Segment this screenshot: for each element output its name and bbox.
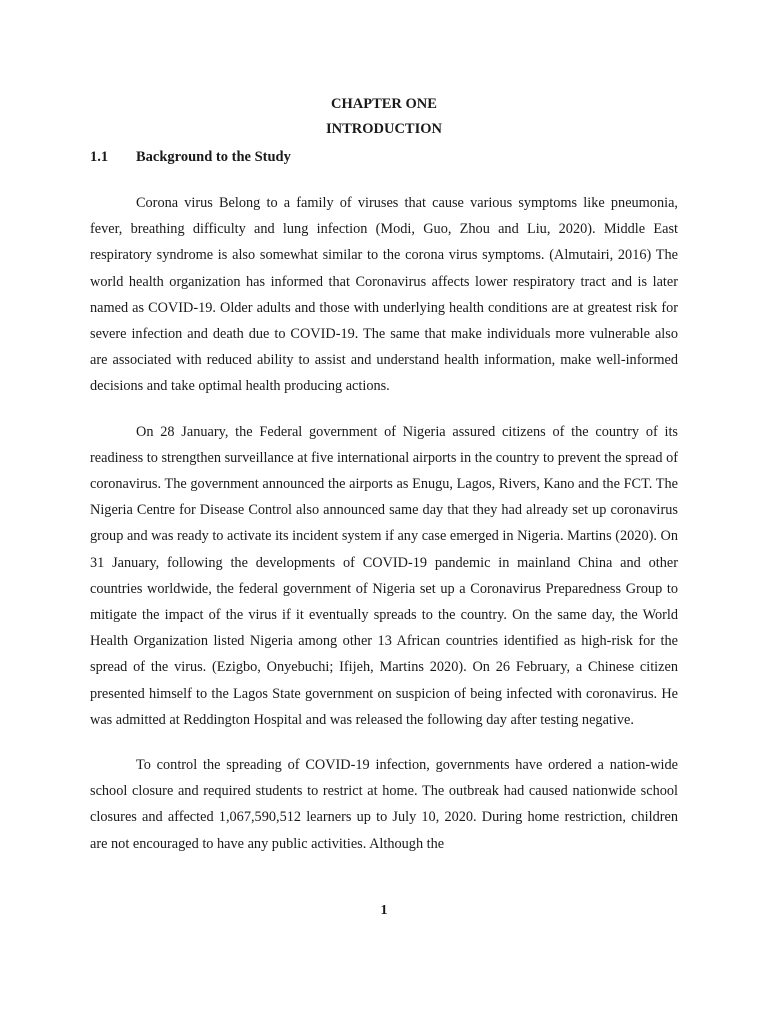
body-paragraph-1: Corona virus Belong to a family of viruses that cause various symptoms like pneumonia, fever, breathing difficulty and lung infection (Modi, Guo, Zhou and Liu, 2020). Middle East respiratory syndrome is also somewhat similar to the corona virus symptoms. (Almutairi, 2016) The world health organization has informed that Coronavirus affects lower respiratory tract and is later named as COVID-19. Older adults and those with underlying health conditions are at greatest risk for severe infection and death due to COVID-19. The same that make individuals more vulnerable also are associated with reduced ability to assist and understand health information, make well-informed decisions and take optimal health producing actions. bbox=[90, 195, 678, 395]
body-paragraph-3: To control the spreading of COVID-19 infection, governments have ordered a nation-wide school closure and required students to restrict at home. The outbreak had caused nationwide school closures and affected 1,067,590,512 learners up to July 10, 2020. During home restriction, children are not encouraged to have any public activities. Although the bbox=[90, 757, 678, 852]
section-number: 1.1 bbox=[90, 149, 109, 165]
chapter-title: CHAPTER ONE bbox=[331, 96, 437, 112]
chapter-subtitle: INTRODUCTION bbox=[325, 121, 442, 137]
page-number: 1 bbox=[380, 903, 388, 918]
body-paragraph-2: On 28 January, the Federal government of Nigeria assured citizens of the country of its readiness to strengthen surveillance at five international airports in the country to prevent the spread of coronavirus. The government announced the airports as Enugu, Lagos, Rivers, Kano and the FCT. The Nigeria Centre for Disease Control also announced same day that they had already set up coronavirus group and was ready to activate its incident system if any case emerged in Nigeria. Martins (2020). On 31 January, following the developments of COVID-19 pandemic in mainland China and other countries worldwide, the federal government of Nigeria set up a Coronavirus Preparedness Group to mitigate the impact of the virus if it eventually spreads to the country. On the same day, the World Health Organization listed Nigeria among other 13 African countries identified as high-risk for the spread of the virus. (Ezigbo, Onyebuchi; Ifijeh, Martins 2020). On 26 February, a Chinese citizen presented himself to the Lagos State government on suspicion of being infected with coronavirus. He was admitted at Reddington Hospital and was released the following day after testing negative. bbox=[90, 423, 678, 728]
section-heading-text: Background to the Study bbox=[136, 149, 291, 165]
section-heading bbox=[90, 144, 678, 170]
document-page bbox=[90, 92, 678, 857]
